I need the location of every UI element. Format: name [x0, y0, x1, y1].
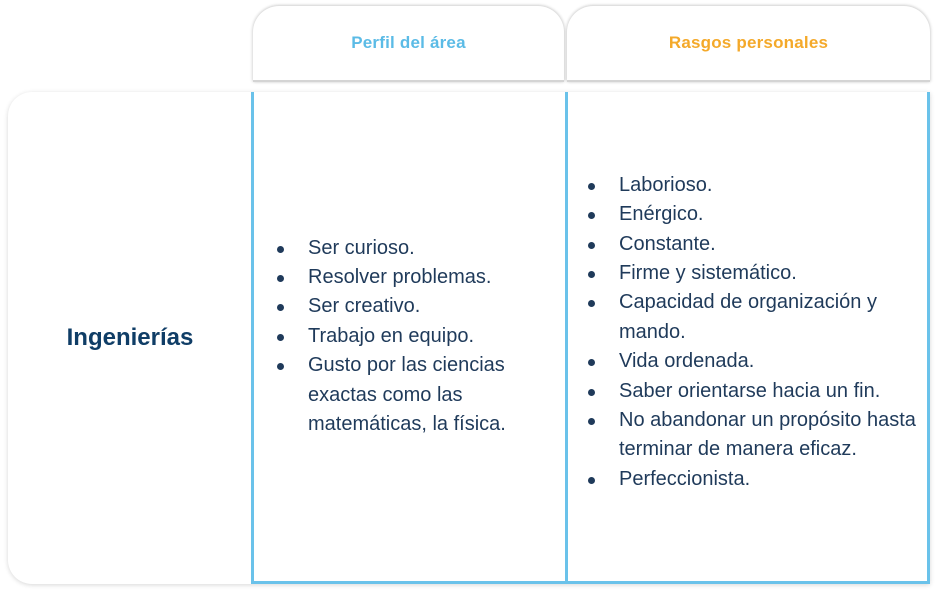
cell-perfil: [251, 92, 568, 584]
header-rasgos-personales: [567, 6, 930, 82]
list-item: Trabajo en equipo.: [274, 322, 559, 351]
list-item: Gusto por las ciencias exactas como las matemáticas, la física.: [274, 351, 559, 439]
list-item: Capacidad de organización y mando.: [585, 288, 925, 347]
list-item: Laborioso.: [585, 171, 925, 200]
header-perfil-label: Perfil del área: [351, 33, 466, 52]
row-label-text: Ingenierías: [66, 324, 194, 351]
list-item: Firme y sistemático.: [585, 259, 925, 288]
list-item: Constante.: [585, 230, 925, 259]
list-item: Ser curioso.: [274, 234, 559, 263]
list-item: No abandonar un propósito hasta terminar de manera eficaz.: [585, 406, 925, 465]
row-label-ingenierias: [8, 92, 252, 584]
list-item: Saber orientarse hacia un fin.: [585, 377, 925, 406]
header-perfil-del-area: [253, 6, 564, 82]
list-item: Perfeccionista.: [585, 465, 925, 494]
perfil-list: [274, 234, 559, 440]
rasgos-list: [585, 171, 925, 494]
cell-rasgos: [565, 92, 930, 584]
perfil-list-wrap: [274, 92, 559, 581]
rasgos-list-wrap: [585, 84, 925, 581]
header-rasgos-label: Rasgos personales: [668, 33, 829, 52]
list-item: Resolver problemas.: [274, 263, 559, 292]
list-item: Vida ordenada.: [585, 347, 925, 376]
list-item: Ser creativo.: [274, 292, 559, 321]
list-item: Enérgico.: [585, 200, 925, 229]
